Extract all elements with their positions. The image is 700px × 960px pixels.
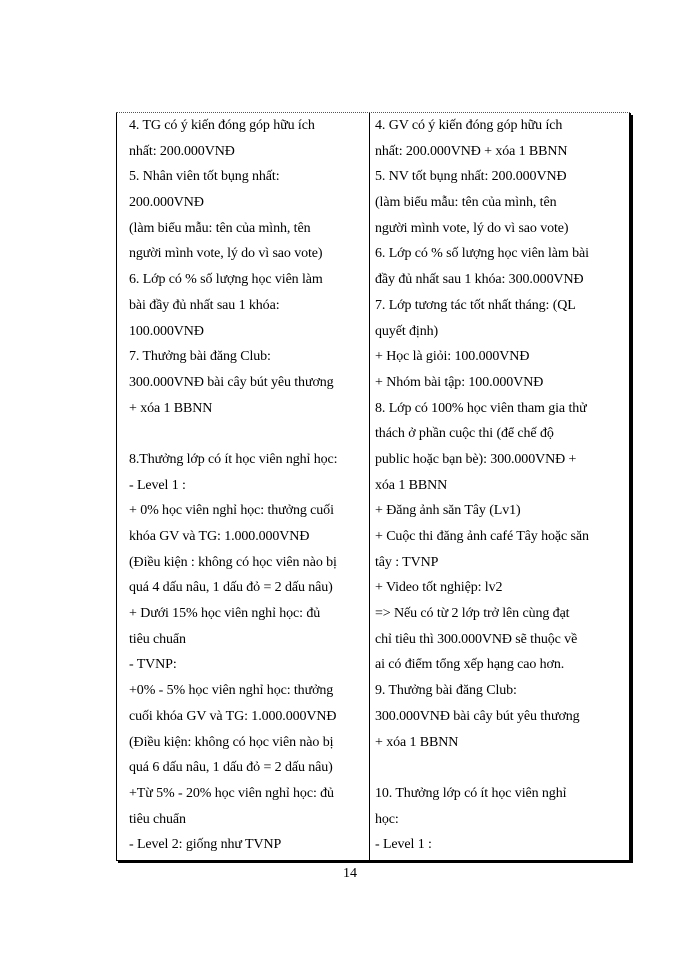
left-column-line: - Level 1 : bbox=[129, 477, 186, 493]
left-column-line: 6. Lớp có % số lượng học viên làm bbox=[129, 272, 323, 288]
right-column-line: 6. Lớp có % số lượng học viên làm bài bbox=[375, 246, 589, 262]
right-column-line: ai có điểm tổng xếp hạng cao hơn. bbox=[375, 657, 565, 673]
right-column-line: học: bbox=[375, 811, 399, 827]
right-column-line: 10. Thưởng lớp có ít học viên nghỉ bbox=[375, 785, 567, 801]
column-divider bbox=[369, 113, 370, 860]
left-column-line: (làm biểu mẫu: tên của mình, tên bbox=[129, 220, 311, 236]
left-column-line: (Điều kiện : không có học viên nào bị bbox=[129, 554, 337, 570]
left-column-line: 4. TG có ý kiến đóng góp hữu ích bbox=[129, 118, 315, 133]
right-column-line: thách ở phần cuộc thi (để chế độ bbox=[375, 426, 554, 442]
right-column-line: 4. GV có ý kiến đóng góp hữu ích bbox=[375, 118, 563, 133]
left-column-line: 100.000VNĐ bbox=[129, 323, 204, 339]
left-column-line: - TVNP: bbox=[129, 657, 177, 673]
left-column-line: (Điều kiện: không có học viên nào bị bbox=[129, 734, 334, 750]
right-column-line bbox=[375, 755, 627, 781]
left-column-line: +Từ 5% - 20% học viên nghỉ học: đủ bbox=[129, 785, 334, 801]
right-column-line: 8. Lớp có 100% học viên tham gia thử bbox=[375, 400, 587, 416]
right-column-line: tây : TVNP bbox=[375, 554, 439, 570]
right-column-line: chỉ tiêu thì 300.000VNĐ sẽ thuộc về bbox=[375, 631, 578, 647]
left-column-line: +0% - 5% học viên nghỉ học: thưởng bbox=[129, 683, 334, 699]
left-column-line: + 0% học viên nghỉ học: thưởng cuối bbox=[129, 503, 334, 519]
right-column-line: người mình vote, lý do vì sao vote) bbox=[375, 220, 569, 236]
left-column-line: + xóa 1 BBNN bbox=[129, 400, 213, 416]
left-column-line: 8.Thưởng lớp có ít học viên nghỉ học: bbox=[129, 451, 338, 467]
right-column-line: (làm biểu mẫu: tên của mình, tên bbox=[375, 195, 557, 211]
left-column-line: quá 6 dấu nâu, 1 dấu đỏ = 2 dấu nâu) bbox=[129, 760, 333, 776]
right-column-line: nhất: 200.000VNĐ + xóa 1 BBNN bbox=[375, 143, 568, 159]
left-column-line: 300.000VNĐ bài cây bút yêu thương bbox=[129, 374, 334, 390]
left-column-line: người mình vote, lý do vì sao vote) bbox=[129, 246, 323, 262]
right-column-line: xóa 1 BBNN bbox=[375, 477, 448, 493]
left-column-line: tiêu chuẩn bbox=[129, 631, 186, 647]
right-column-line: + xóa 1 BBNN bbox=[375, 734, 459, 750]
right-column-line: 5. NV tốt bụng nhất: 200.000VNĐ bbox=[375, 169, 567, 185]
right-column-line: + Đăng ảnh săn Tây (Lv1) bbox=[375, 503, 521, 519]
right-column-line: quyết định) bbox=[375, 323, 439, 339]
right-column-line: 7. Lớp tương tác tốt nhất tháng: (QL bbox=[375, 297, 576, 313]
right-column-line: 9. Thưởng bài đăng Club: bbox=[375, 683, 517, 699]
left-column bbox=[129, 113, 365, 858]
left-column-line: - Level 2: giống như TVNP bbox=[129, 837, 282, 853]
left-column-line: tiêu chuẩn bbox=[129, 811, 186, 827]
right-column-line: + Cuộc thi đăng ảnh café Tây hoặc săn bbox=[375, 529, 589, 544]
left-column-line: khóa GV và TG: 1.000.000VNĐ bbox=[129, 529, 310, 544]
page-number: 14 bbox=[343, 866, 357, 881]
right-column-line: 300.000VNĐ bài cây bút yêu thương bbox=[375, 708, 580, 724]
left-column-line bbox=[129, 421, 365, 447]
right-column-line: => Nếu có từ 2 lớp trở lên cùng đạt bbox=[375, 606, 570, 622]
left-column-line: 200.000VNĐ bbox=[129, 195, 204, 211]
right-column-line: + Học là giỏi: 100.000VNĐ bbox=[375, 349, 530, 365]
left-column-line: nhất: 200.000VNĐ bbox=[129, 143, 235, 159]
left-column-line: 5. Nhân viên tốt bụng nhất: bbox=[129, 169, 280, 185]
right-column bbox=[375, 113, 627, 858]
right-column-line: + Video tốt nghiệp: lv2 bbox=[375, 580, 503, 596]
right-column-line: - Level 1 : bbox=[375, 837, 432, 853]
left-column-line: quá 4 dấu nâu, 1 dấu đỏ = 2 dấu nâu) bbox=[129, 580, 333, 596]
right-column-line: + Nhóm bài tập: 100.000VNĐ bbox=[375, 374, 544, 390]
two-column-table bbox=[116, 113, 631, 861]
left-column-line: 7. Thưởng bài đăng Club: bbox=[129, 349, 271, 365]
right-column-line: đầy đủ nhất sau 1 khóa: 300.000VNĐ bbox=[375, 272, 584, 288]
left-column-line: bài đầy đủ nhất sau 1 khóa: bbox=[129, 297, 280, 313]
right-column-line: public hoặc bạn bè): 300.000VNĐ + bbox=[375, 451, 577, 467]
left-column-line: cuối khóa GV và TG: 1.000.000VNĐ bbox=[129, 708, 337, 724]
left-column-line: + Dưới 15% học viên nghỉ học: đủ bbox=[129, 606, 321, 622]
